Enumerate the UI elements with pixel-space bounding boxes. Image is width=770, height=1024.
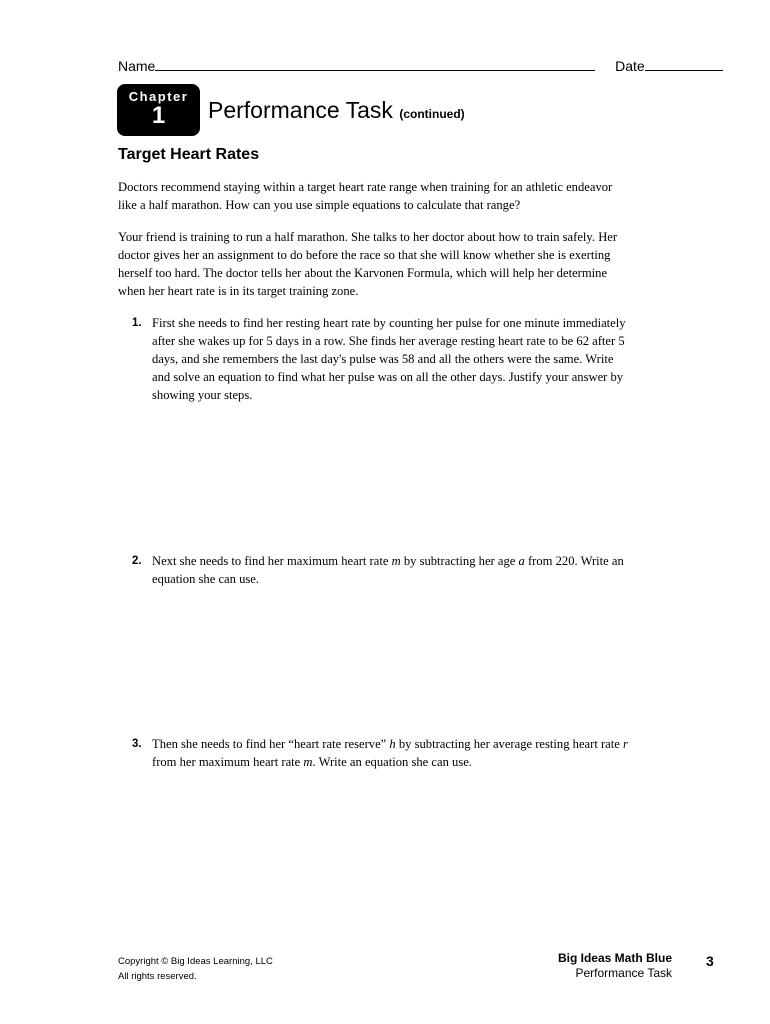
title-suffix: (continued) (399, 107, 465, 121)
chapter-badge (117, 84, 200, 136)
question-3 (132, 734, 632, 771)
name-date-row (118, 56, 723, 74)
variable-m: m (391, 554, 401, 568)
name-label: Name (118, 58, 156, 74)
question-text (152, 735, 632, 771)
text-segment: . Write an equation she can use. (312, 755, 472, 769)
text-segment: Then she needs to find her “heart rate reserve” (152, 737, 390, 751)
variable-h: h (389, 737, 396, 751)
intro-paragraph-1: Doctors recommend staying within a target heart rate range when training for an athletic endeavor like a half marathon. How can you use simple equations to calculate that range? (118, 180, 613, 212)
section-title: Target Heart Rates (118, 146, 260, 163)
page-number: 3 (706, 953, 714, 969)
date-line[interactable] (645, 56, 723, 71)
question-text: First she needs to find her resting heart rate by counting her pulse for one minute immediately after she wakes up for 5 days in a row. She finds her average resting heart rate to be 62 after 5 days, and she remembers the last day's pulse was 58 and all the others were the same. Write and solve an equation to find what her pulse was on all the other days. Justify your answer by showing your steps. (152, 316, 626, 402)
question-1 (132, 313, 632, 404)
book-subtitle: Performance Task (575, 966, 672, 980)
text-segment: from her maximum heart rate (152, 755, 304, 769)
copyright (118, 954, 273, 984)
text-segment: by subtracting her average resting heart rate (395, 737, 624, 751)
book-info (520, 951, 672, 981)
copyright-line-2: All rights reserved. (118, 971, 197, 982)
variable-m: m (303, 755, 313, 769)
question-2 (132, 551, 632, 588)
chapter-number: 1 (151, 102, 166, 129)
variable-a: a (518, 554, 525, 568)
copyright-line-1: Copyright © Big Ideas Learning, LLC (118, 956, 273, 967)
intro-paragraph-2: Your friend is training to run a half marathon. She talks to her doctor about how to train safely. Her doctor gives her an assignment to do before the race so that she will know whether she is exerting herself too hard. The doctor tells her about the Karvonen Formula, which will help her determine when her heart rate is in its target training zone. (118, 230, 618, 298)
title-main: Performance Task (208, 97, 393, 123)
text-segment: by subtracting her age (400, 554, 519, 568)
book-title: Big Ideas Math Blue (557, 951, 672, 965)
name-line[interactable] (155, 56, 595, 71)
question-number: 3. (132, 738, 142, 750)
variable-r: r (623, 737, 628, 751)
text-segment: Next she needs to find her maximum heart rate (152, 554, 392, 568)
date-label: Date (615, 58, 645, 74)
chapter-word: Chapter (128, 89, 189, 104)
question-text (152, 552, 632, 588)
page-title (208, 97, 465, 124)
text-segment: from 220. Write an equation she can use. (152, 554, 624, 586)
question-number: 2. (132, 555, 142, 567)
question-number: 1. (132, 317, 142, 329)
